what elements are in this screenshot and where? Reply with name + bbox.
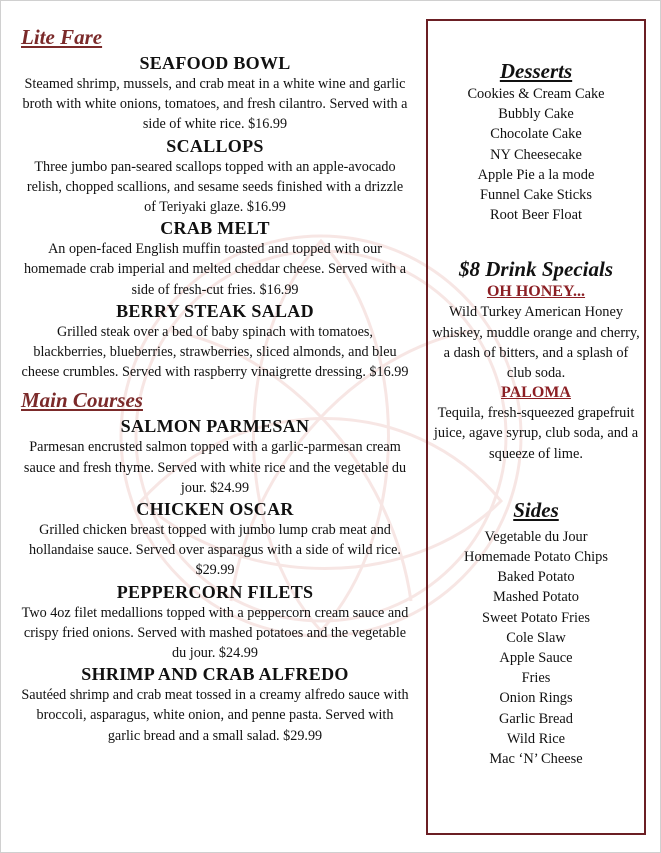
menu-item-name: SCALLOPS [166, 135, 264, 156]
menu-item [15, 415, 415, 498]
drink-description: Tequila, fresh-squeezed grapefruit juice, agave syrup, club soda, and a squeeze of lime. [433, 405, 639, 462]
menu-item [15, 52, 415, 135]
list-item: Homemade Potato Chips [464, 549, 608, 566]
menu-item-name: PEPPERCORN FILETS [116, 581, 314, 602]
menu-item [15, 663, 415, 746]
list-item: NY Cheesecake [490, 146, 582, 163]
menu-item-name: CHICKEN OSCAR [136, 499, 294, 520]
list-item: Fries [521, 670, 551, 687]
list-item: Bubbly Cake [498, 106, 574, 123]
list-item: Cole Slaw [506, 629, 566, 646]
menu-item-name: SEAFOOD BOWL [139, 53, 291, 73]
list-item: Cookies & Cream Cake [467, 86, 605, 102]
menu-item [15, 217, 415, 300]
list-item: Sweet Potato Fries [482, 609, 590, 626]
right-column-box [426, 19, 646, 835]
main-courses-heading: Main Courses [21, 388, 143, 413]
drink-specials-list [428, 282, 644, 463]
list-item: Funnel Cake Sticks [480, 187, 592, 204]
list-item: Chocolate Cake [490, 126, 582, 143]
list-item: Baked Potato [497, 569, 575, 586]
menu-item-name: BERRY STEAK SALAD [116, 300, 314, 321]
menu-item-name: SHRIMP AND CRAB ALFREDO [81, 664, 349, 685]
menu-item-description: Three jumbo pan-seared scallops topped with an apple-avocado relish, chopped scallions, and sesame seeds finished with a drizzle of Teriyaki glaze. $16.99 [26, 158, 404, 216]
menu-item-description: Sautéed shrimp and crab meat tossed in a creamy alfredo sauce with broccoli, asparagus, white onion, and penne pasta. Served with garlic bread and a small salad. $29.99 [21, 687, 409, 744]
list-item: Mac ‘N’ Cheese [489, 751, 583, 768]
menu-item-description: Two 4oz filet medallions topped with a peppercorn cream sauce and crispy fried onions. Served with mashed potatoes and the vegetable du jour. $24.99 [21, 604, 409, 662]
list-item: Apple Pie a la mode [477, 166, 595, 183]
list-item: Garlic Bread [499, 710, 573, 727]
sides-heading: Sides [513, 497, 559, 522]
menu-item [15, 581, 415, 664]
drink-name: PALOMA [501, 384, 571, 402]
drink-description: Wild Turkey American Honey whiskey, muddle orange and cherry, a dash of bitters, and a splash of club soda. [432, 304, 640, 382]
menu-item [15, 135, 415, 218]
menu-item-description: Grilled chicken breast topped with jumbo lump crab meat and hollandaise sauce. Served over asparagus with a side of wild rice. $29.99 [29, 522, 401, 579]
list-item: Onion Rings [499, 690, 573, 707]
list-item: Apple Sauce [499, 650, 573, 667]
list-item: Mashed Potato [493, 589, 579, 606]
desserts-heading: Desserts [499, 59, 573, 83]
sides-list [428, 527, 644, 769]
list-item: Vegetable du Jour [484, 528, 588, 545]
menu-item [15, 300, 415, 383]
menu-item [15, 498, 415, 581]
menu-item-description: Grilled steak over a bed of baby spinach with tomatoes, blackberries, blueberries, strawberries, sliced almonds, and bleu cheese crumbles. Served with raspberry vinaigrette dressing. $16.99 [21, 323, 409, 381]
drink-name: OH HONEY... [486, 283, 586, 301]
list-item: Root Beer Float [490, 207, 582, 224]
list-item: Wild Rice [506, 730, 566, 747]
menu-item-name: SALMON PARMESAN [120, 416, 310, 437]
main-courses-list [15, 415, 415, 745]
left-column [15, 25, 415, 746]
lite-fare-list [15, 52, 415, 382]
menu-item-name: CRAB MELT [160, 218, 270, 239]
lite-fare-heading: Lite Fare [21, 25, 103, 49]
menu-item-description: An open-faced English muffin toasted and topped with our homemade crab imperial and melted cheddar cheese. Served with a side of fresh-cut fries. $16.99 [23, 241, 407, 298]
menu-item-description: Steamed shrimp, mussels, and crab meat in a white wine and garlic broth with white onions, tomatoes, and fresh cilantro. Served with a side of white rice. $16.99 [22, 76, 408, 133]
menu-item-description: Parmesan encrusted salmon topped with a garlic-parmesan cream sauce and fresh thyme. Served with white rice and the vegetable du jour. $24.99 [23, 439, 407, 496]
drink-specials-heading: $8 Drink Specials [458, 257, 613, 282]
desserts-list [428, 84, 644, 225]
